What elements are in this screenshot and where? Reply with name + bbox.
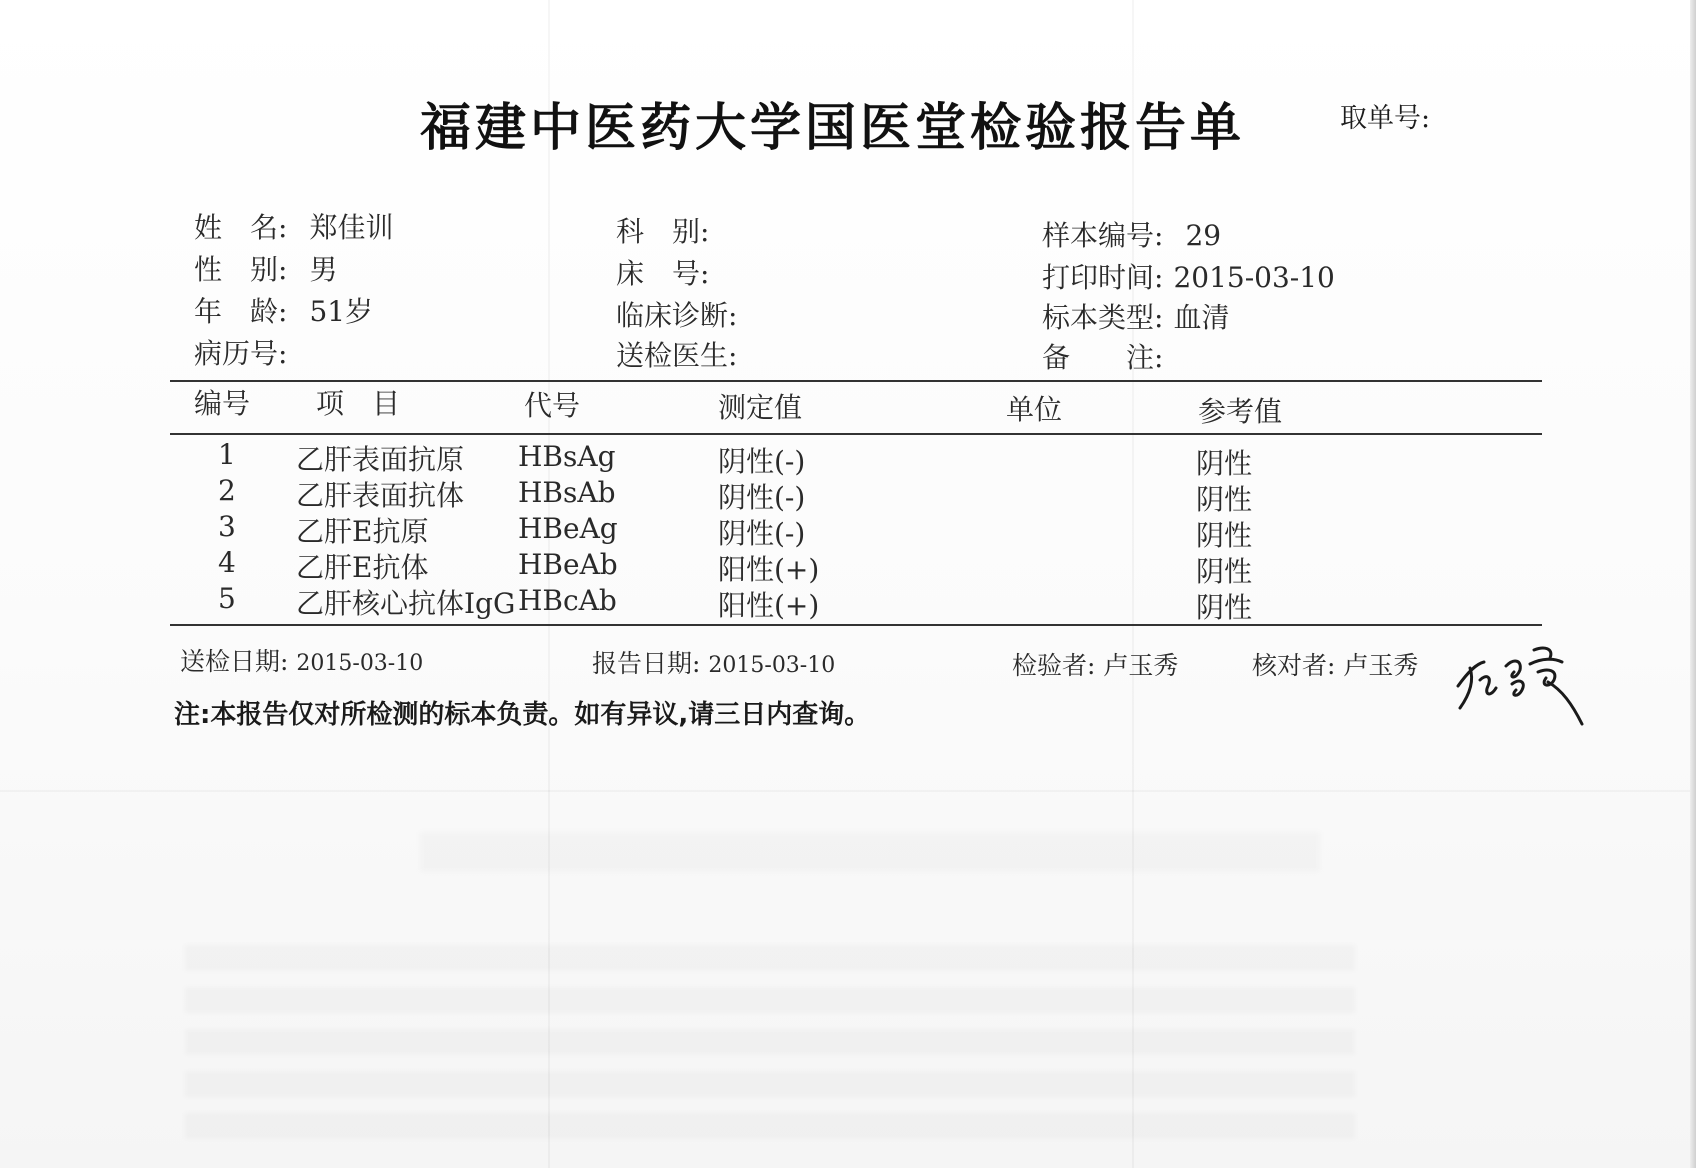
field-sample-no-value: 29 <box>1185 219 1222 252</box>
header-code: 代号 <box>524 389 581 422</box>
field-remark-label: 备 注: <box>1042 341 1164 374</box>
field-doctor-label: 送检医生: <box>616 339 738 372</box>
field-bed-label: 床 号: <box>616 257 710 290</box>
row-3-code: HBeAg <box>518 512 618 545</box>
row-3-reference: 阴性 <box>1196 519 1253 552</box>
field-department-label: 科 别: <box>616 215 710 248</box>
header-item: 项 目 <box>316 387 401 420</box>
row-3-no: 3 <box>218 510 236 543</box>
row-5-code: HBcAb <box>518 584 617 617</box>
send-date-value: 2015-03-10 <box>296 651 424 676</box>
row-3-item: 乙肝E抗原 <box>296 515 429 548</box>
report-title: 福建中医药大学国医堂检验报告单 <box>420 99 1246 158</box>
row-2-item: 乙肝表面抗体 <box>296 479 465 512</box>
row-1-reference: 阴性 <box>1196 447 1253 480</box>
field-record-no-label: 病历号: <box>194 337 288 370</box>
row-4-result: 阳性(+) <box>718 553 820 586</box>
report-date-label: 报告日期: <box>592 649 701 678</box>
inspector <box>1012 646 1178 682</box>
report-date-value: 2015-03-10 <box>708 653 836 678</box>
row-2-result: 阴性(-) <box>718 481 806 514</box>
field-name <box>194 206 393 246</box>
inspector-label: 检验者: <box>1012 651 1096 680</box>
field-sample-type-value: 血清 <box>1173 301 1230 334</box>
row-2-code: HBsAb <box>518 476 616 509</box>
send-date-label: 送检日期: <box>180 647 289 676</box>
send-date <box>180 642 423 678</box>
field-print-time-value: 2015-03-10 <box>1173 261 1335 294</box>
header-result: 测定值 <box>718 391 803 424</box>
field-diagnosis <box>616 294 759 334</box>
row-5-item: 乙肝核心抗体IgG <box>296 587 516 620</box>
field-department <box>616 210 731 250</box>
handwritten-signature <box>1450 628 1600 728</box>
row-4-item: 乙肝E抗体 <box>296 551 429 584</box>
header-no: 编号 <box>194 387 251 420</box>
row-1-no: 1 <box>218 438 236 471</box>
ticket-number-label: 取单号: <box>1340 103 1431 134</box>
row-5-reference: 阴性 <box>1196 591 1253 624</box>
bleed-through-text <box>185 945 1355 1145</box>
field-age <box>194 290 373 330</box>
field-record-no <box>194 332 309 372</box>
row-1-result: 阴性(-) <box>718 445 806 478</box>
report-date <box>592 644 835 680</box>
checker-value: 卢玉秀 <box>1343 651 1419 680</box>
row-1-item: 乙肝表面抗原 <box>296 443 465 476</box>
field-print-time <box>1042 256 1335 296</box>
row-2-reference: 阴性 <box>1196 483 1253 516</box>
field-gender <box>194 248 337 288</box>
paper-fold <box>0 790 1696 792</box>
paper-edge <box>1690 0 1696 1168</box>
field-sample-type-label: 标本类型: <box>1042 301 1164 334</box>
row-3-result: 阴性(-) <box>718 517 806 550</box>
row-2-no: 2 <box>218 474 236 507</box>
bleed-through-title <box>420 832 1320 872</box>
row-4-reference: 阴性 <box>1196 555 1253 588</box>
field-sample-no-label: 样本编号: <box>1042 219 1164 252</box>
table-bottom-rule <box>170 624 1542 626</box>
ticket-number <box>1340 96 1430 135</box>
header-unit: 单位 <box>1006 393 1063 426</box>
field-age-value: 51岁 <box>309 295 374 328</box>
field-sample-type <box>1042 296 1229 336</box>
row-4-no: 4 <box>218 546 236 579</box>
row-1-code: HBsAg <box>518 440 616 473</box>
field-age-label: 年 龄: <box>194 295 288 328</box>
field-sample-no <box>1042 214 1221 254</box>
field-doctor <box>616 334 759 374</box>
checker <box>1252 646 1418 682</box>
header-reference: 参考值 <box>1198 395 1283 428</box>
disclaimer-note: 注:本报告仅对所检测的标本负责。如有异议,请三日内查询。 <box>174 700 871 730</box>
field-gender-value: 男 <box>309 253 338 286</box>
table-header-rule <box>170 433 1542 435</box>
row-5-result: 阳性(+) <box>718 589 820 622</box>
field-print-time-label: 打印时间: <box>1042 261 1164 294</box>
field-remark <box>1042 336 1185 376</box>
field-gender-label: 性 别: <box>194 253 288 286</box>
field-name-label: 姓 名: <box>194 211 288 244</box>
inspector-value: 卢玉秀 <box>1103 651 1179 680</box>
checker-label: 核对者: <box>1252 651 1336 680</box>
field-diagnosis-label: 临床诊断: <box>616 299 738 332</box>
field-bed <box>616 252 731 292</box>
row-4-code: HBeAb <box>518 548 618 581</box>
field-name-value: 郑佳训 <box>309 211 394 244</box>
row-5-no: 5 <box>218 582 236 615</box>
